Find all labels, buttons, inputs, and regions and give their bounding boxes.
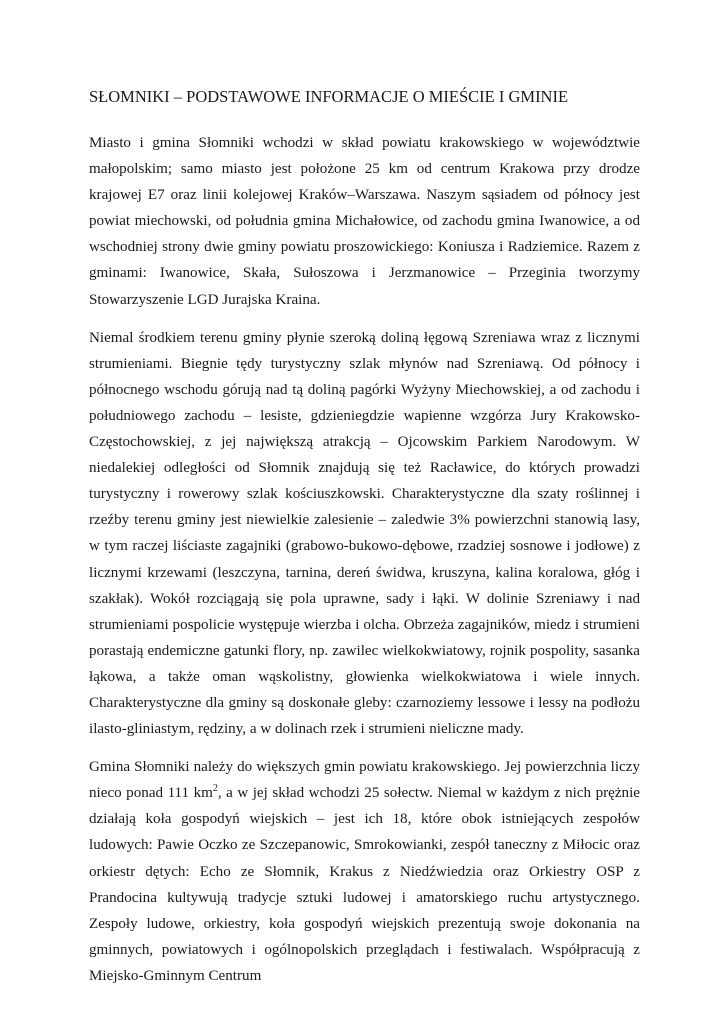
paragraph-3-part-2: , a w jej skład wchodzi 25 sołectw. Niemal w każdym z nich prężnie działają koła gospodyń wiejskich – jest ich 18, które obok istniejących zespołów ludowych: Pawie Oczko ze Szczepanowic, Smrokowianki, zespół taneczny z Miłocic oraz orkiestr dętych: Echo ze Słomnik, Krakus z Niedźwiedzia oraz Orkiestry OSP z Prandocina kultywują tradycje sztuki ludowej i amatorskiego ruchu artystycznego. Zespoły ludowe, orkiestry, koła gospodyń wiejskich prezentują swoje dokonania na gminnych, powiatowych i ogólnopolskich przeglądach i festiwalach. Współpracują z Miejsko-Gminnym Centrum (89, 785, 640, 984)
paragraph-2: Niemal środkiem terenu gminy płynie szeroką doliną łęgową Szreniawa wraz z licznymi strumieniami. Biegnie tędy turystyczny szlak młynów nad Szreniawą. Od północy i północnego wschodu górują nad tą doliną pagórki Wyżyny Miechowskiej, a od zachodu i południowego zachodu – lesiste, gdzieniegdzie wapienne wzgórza Jury Krakowsko-Częstochowskiej, z jej największą atrakcją – Ojcowskim Parkiem Narodowym. W niedalekiej odległości od Słomnik znajdują się też Racławice, do których prowadzi turystyczny i rowerowy szlak kościuszkowski. Charakterystyczne dla szaty roślinnej i rzeźby terenu gminy jest niewielkie zalesienie – zaledwie 3% powierzchni stanowią lasy, w tym raczej liściaste zagajniki (grabowo-bukowo-dębowe, rzadziej sosnowe i jodłowe) z licznymi krzewami (leszczyna, tarnina, dereń świdwa, kruszyna, kalina koralowa, głóg i szakłak). Wokół rozciągają się pola uprawne, sady i łąki. W dolinie Szreniawy i nad strumieniami pospolicie występuje wierzba i olcha. Obrzeża zagajników, miedz i strumieni porastają endemiczne gatunki flory, np. zawilec wielkokwiatowy, rojnik pospolity, sasanka łąkowa, a także oman wąskolistny, głowienka wielkokwiatowa i wiele innych. Charakterystyczne dla gminy są doskonałe gleby: czarnoziemy lessowe i lessy na podłożu ilasto-gliniastym, rędziny, a w dolinach rzek i strumieni nieliczne mady. (89, 329, 640, 738)
paragraph-3 (89, 754, 640, 989)
page-title: SŁOMNIKI – PODSTAWOWE INFORMACJE O MIEŚCIE I GMINIE (89, 87, 569, 106)
paragraph-1: Miasto i gmina Słomniki wchodzi w skład powiatu krakowskiego w województwie małopolskim; samo miasto jest położone 25 km od centrum Krakowa przy drodze krajowej E7 oraz linii kolejowej Kraków–Warszawa. Naszym sąsiadem od północy jest powiat miechowski, od południa gmina Michałowice, od zachodu gmina Iwanowice, a od wschodniej strony dwie gminy powiatu proszowickiego: Koniusza i Radziemice. Razem z gminami: Iwanowice, Skała, Sułoszowa i Jerzmanowice – Przeginia tworzymy Stowarzyszenie LGD Jurajska Kraina. (89, 135, 640, 308)
paragraph-3-part-1: Gmina Słomniki należy do większych gmin powiatu krakowskiego. Jej powierzchnia liczy nieco ponad 111 km (89, 759, 640, 802)
document-body (89, 130, 640, 1001)
area-unit-superscript: 2 (212, 783, 218, 795)
